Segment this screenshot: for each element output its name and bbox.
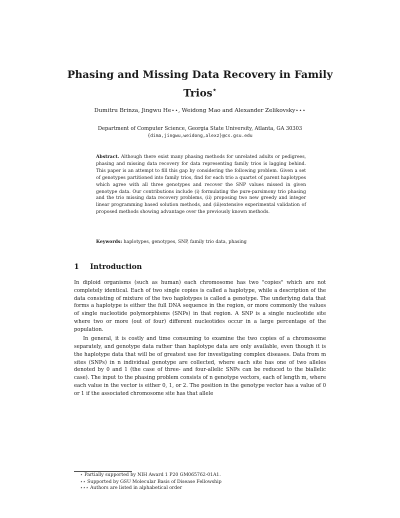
title-line-1: Phasing and Missing Data Recovery in Family xyxy=(67,69,333,81)
keywords-heading: Keywords: xyxy=(96,240,123,245)
section-number: 1 xyxy=(74,262,80,271)
footnotes xyxy=(80,473,330,493)
footnote-2: ⋆⋆ Supported by GSU Molecular Basis of Disease Fellowship xyxy=(80,479,222,485)
title-line-2: Trios xyxy=(183,87,213,100)
title-footnote-mark: ⋆ xyxy=(212,86,217,94)
footnote-rule xyxy=(74,471,132,472)
abstract xyxy=(96,155,306,217)
body-text xyxy=(74,280,326,398)
author-emails: {dima,jingwu,weidong,alexz}@cs.gsu.edu xyxy=(147,134,253,140)
section-heading xyxy=(74,262,334,271)
keywords xyxy=(96,240,306,247)
footnote-1: ⋆ Partially supported by NIH Award 1 P20 GM065762-01A1. xyxy=(80,473,221,478)
paragraph-1: In diploid organisms (such as human) each chromosome has two "copies" which are not completely identical. Each of two single copies is called a haplotype, while a description of the data consisting of mixture of the two haplotypes is called a genotype. The underlying data that forms a haplotype is either the full DNA sequence in the region, or more commonly the values of single nucleotide polymorphisms (SNPs) in that region. A SNP is a single nucleotide site where two or more (out of four) different nucleotides occur in a large percentage of the population. xyxy=(74,280,326,333)
abstract-text: Although there exist many phasing methods for unrelated adults or pedigrees, phasing and missing data recovery for data representing family trios is lagging behind. This paper is an attempt to fill this gap by considering the following problem. Given a set of genotypes partitioned into family trios, find for each trio a quartet of parent haplotypes which agree with all three genotypes and recover the SNP values missed in given genotype data. Our contributions include (i) formulating the pure-parsimony trio phasing and the trio missing data recovery problems, (ii) proposing two new greedy and integer linear programming based solution methods, and (iii)extensive experimental validation of proposed methods showing advantage over the previously known methods. xyxy=(96,155,306,216)
affiliation: Department of Computer Science, Georgia State University, Atlanta, GA 30303 xyxy=(97,126,303,132)
affiliation-block xyxy=(40,126,360,140)
paragraph-2: In general, it is costly and time consuming to examine the two copies of a chromosome separately, and genotype data rather than haplotype data are only available, even though it is the haplotype data that will be of greatest use for investigating complex diseases. Data from m sites (SNPs) in n individual genotype are collected, where each site has one of two alleles denoted by 0 and 1 (the case of three- and four-allelic SNPs can be reduced to the biallelic case). The input to the phasing problem consists of n genotype vectors, each of length m, where each value in the vector is either 0, 1, or 2. The position in the genotype vector has a value of 0 or 1 if the associated chromosome site has that allele xyxy=(74,336,326,397)
section-title: Introduction xyxy=(90,262,142,271)
keywords-text: haplotypes, genotypes, SNP, family trio data, phasing xyxy=(123,240,247,245)
paper-title xyxy=(60,68,340,101)
footnote-3: ⋆⋆⋆ Authors are listed in alphabetical order xyxy=(80,486,183,491)
author-list: Dumitru Brinza, Jingwu He⋆⋆, Weidong Mao and Alexander Zelikovsky⋆⋆⋆ xyxy=(94,108,306,114)
abstract-heading: Abstract. xyxy=(96,155,120,160)
